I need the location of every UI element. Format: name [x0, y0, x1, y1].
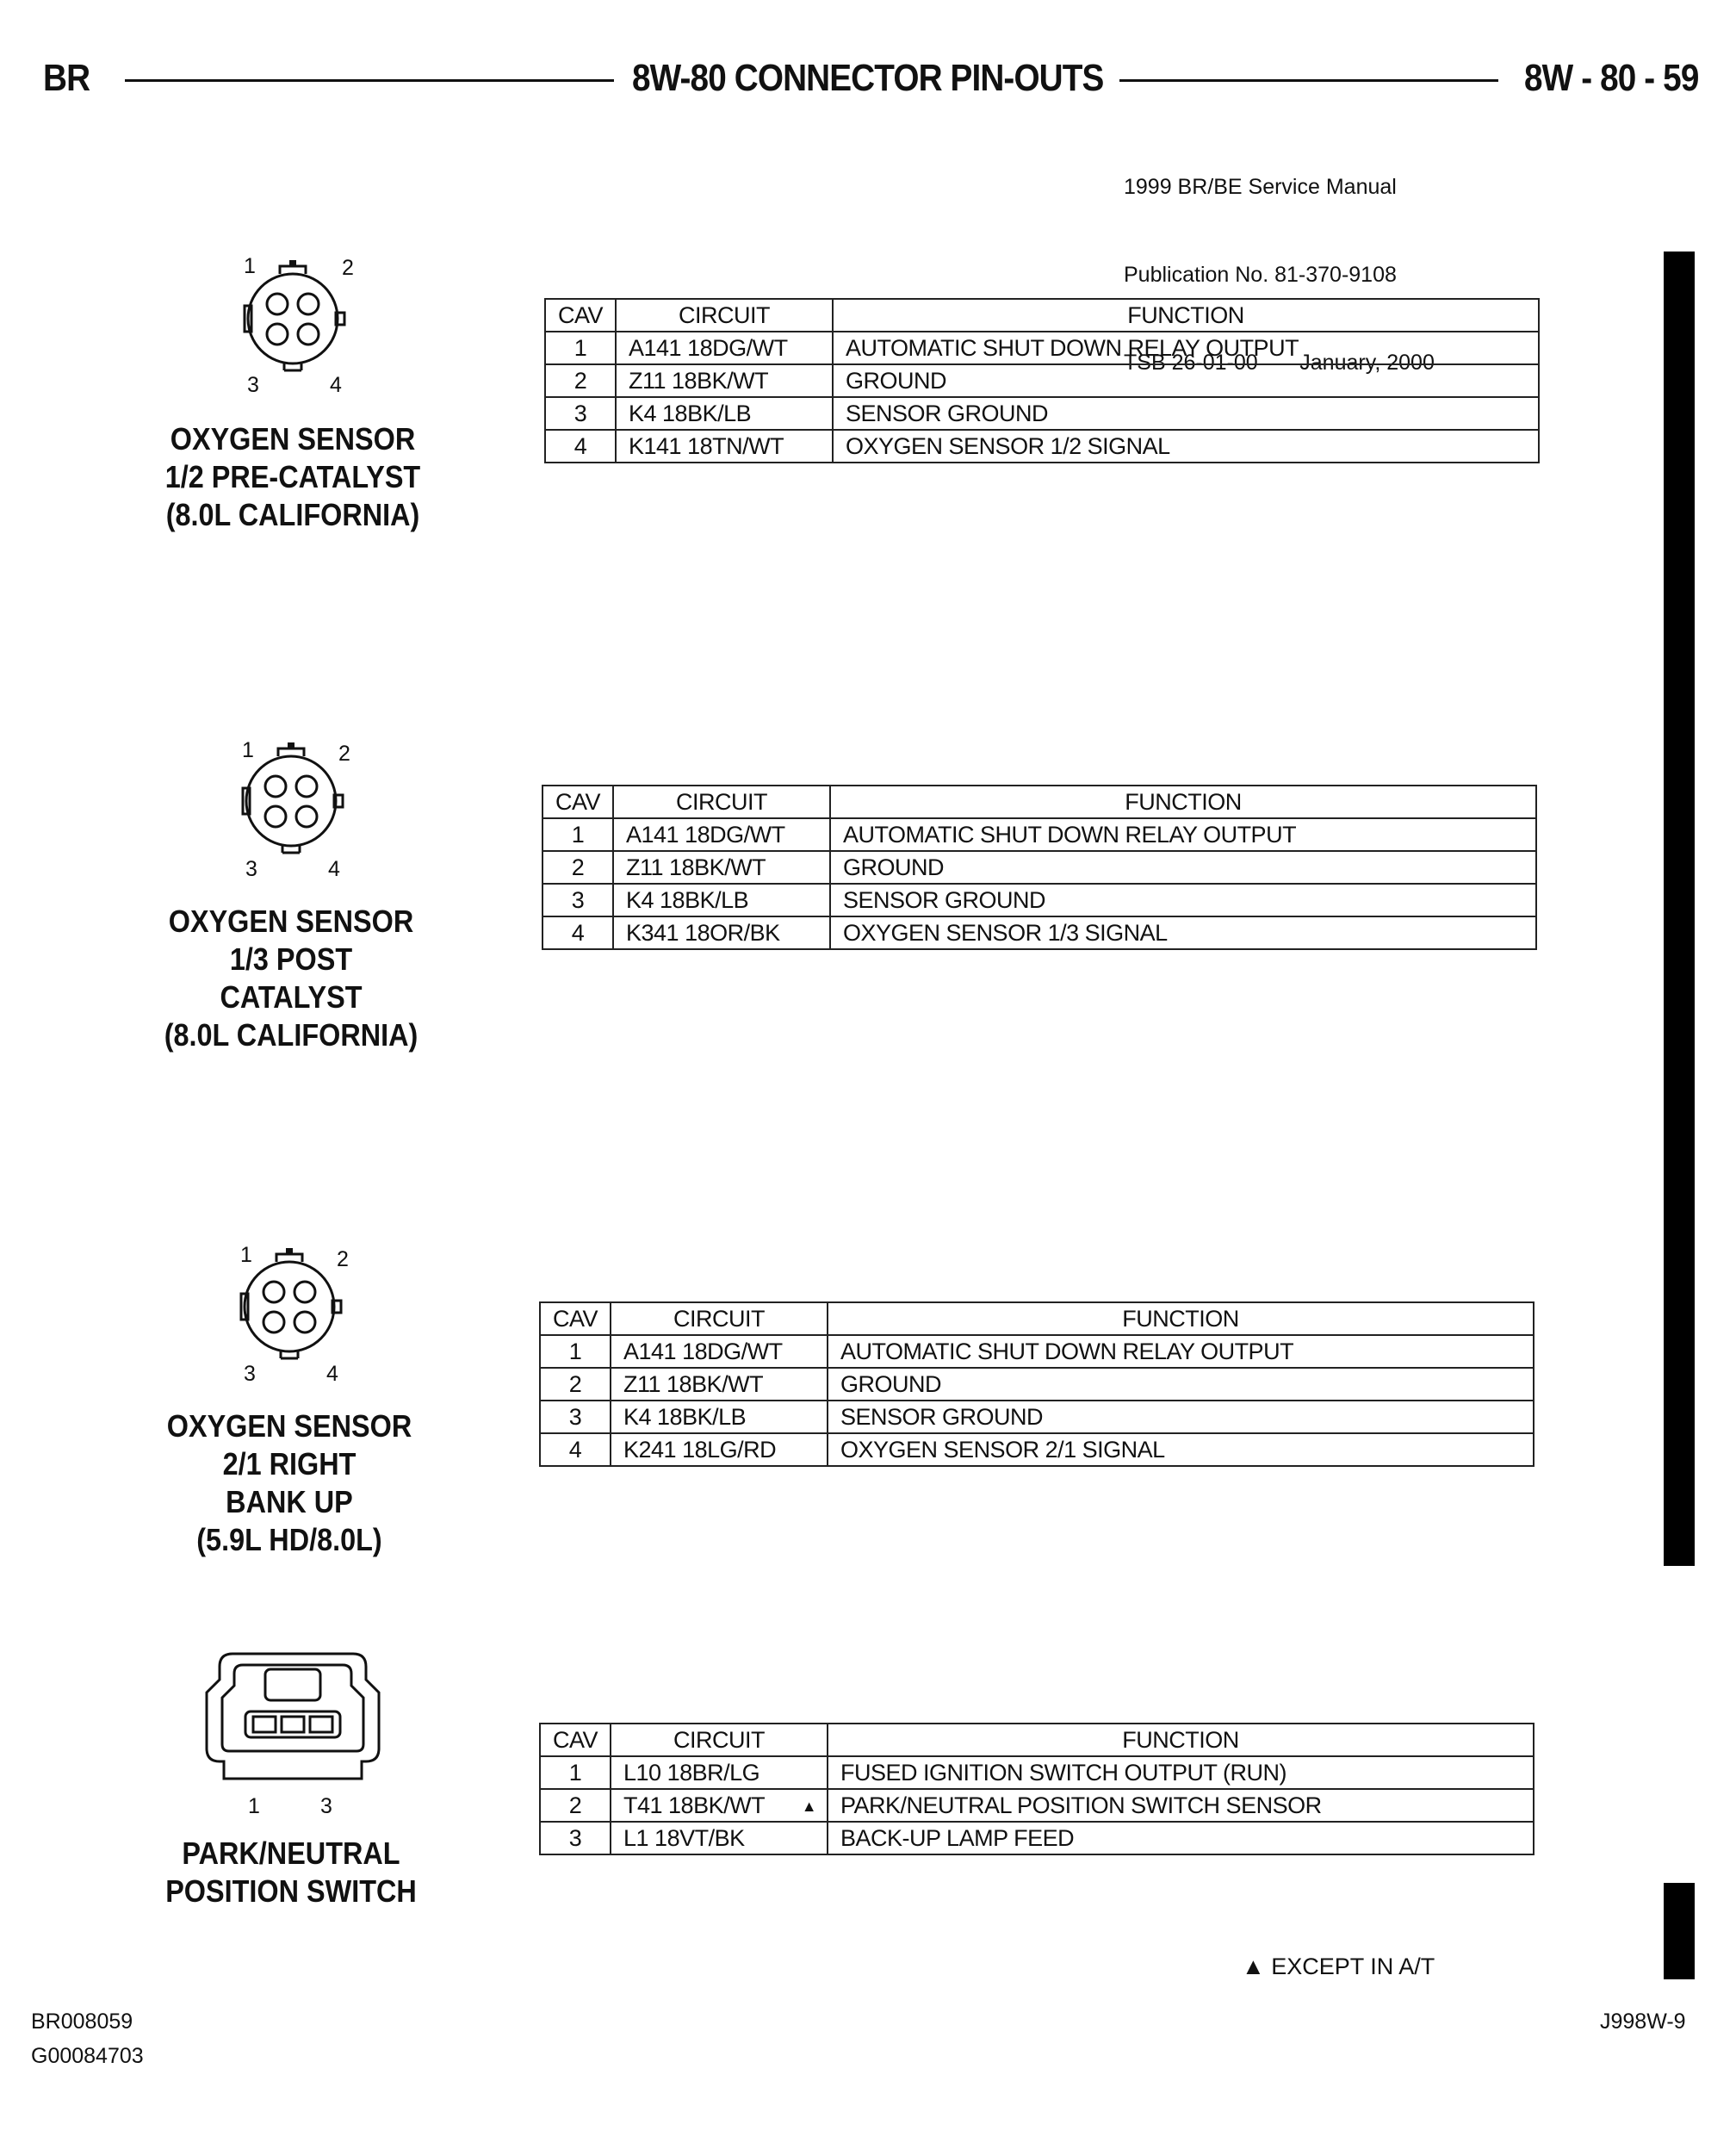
circuit-cell: K4 18BK/LB	[616, 397, 833, 430]
table-row	[542, 916, 1536, 949]
connector-title-line: 1/3 POST	[229, 941, 353, 977]
cav-cell: 1	[540, 1756, 611, 1789]
margin-bar-upper	[1664, 252, 1695, 1566]
connector-title-line: BANK UP	[226, 1484, 353, 1519]
pin-label-2: 2	[337, 1247, 349, 1271]
table-row	[540, 1756, 1534, 1789]
table-row	[540, 1822, 1534, 1854]
rectangular-3-pin-connector-icon	[198, 1641, 388, 1796]
pinout-table	[539, 1301, 1534, 1467]
column-header-cav: CAV	[540, 1724, 611, 1756]
margin-bar-lower	[1664, 1883, 1695, 1979]
table-row	[540, 1335, 1534, 1368]
column-header-cav: CAV	[545, 299, 616, 332]
function-cell: BACK-UP LAMP FEED	[828, 1822, 1534, 1854]
connector-title-line: 1/2 PRE-CATALYST	[164, 459, 421, 494]
header-rule-right	[1119, 79, 1498, 82]
cav-cell: 2	[540, 1368, 611, 1401]
connector-title	[136, 1835, 446, 1910]
column-header-function: FUNCTION	[830, 786, 1536, 818]
pin-label-1: 1	[248, 1794, 260, 1818]
circuit-cell: Z11 18BK/WT	[611, 1368, 828, 1401]
table-header-row	[545, 299, 1539, 332]
cav-cell: 3	[540, 1822, 611, 1854]
circuit-cell: K241 18LG/RD	[611, 1433, 828, 1466]
pin-label-2: 2	[342, 256, 354, 280]
pin-label-4: 4	[328, 857, 340, 881]
column-header-circuit: CIRCUIT	[611, 1724, 828, 1756]
pin-label-4: 4	[330, 373, 342, 397]
circuit-cell: Z11 18BK/WT	[613, 851, 830, 884]
page-number: 8W - 80 - 59	[1524, 57, 1699, 99]
cav-cell: 2	[542, 851, 613, 884]
table-row	[542, 851, 1536, 884]
cav-cell: 2	[540, 1789, 611, 1822]
cav-cell: 4	[540, 1433, 611, 1466]
header-section-code: BR	[43, 57, 90, 99]
cav-cell: 1	[542, 818, 613, 851]
cav-cell: 4	[542, 916, 613, 949]
cav-cell: 3	[540, 1401, 611, 1433]
table-row	[542, 884, 1536, 916]
footer-code-right: J998W-9	[1600, 2009, 1686, 2034]
triangle-marker-icon: ▲	[801, 1798, 817, 1815]
circuit-cell: K4 18BK/LB	[613, 884, 830, 916]
function-cell: OXYGEN SENSOR 1/3 SIGNAL	[830, 916, 1536, 949]
table-row	[545, 430, 1539, 463]
connector-title-line: 2/1 RIGHT	[222, 1446, 356, 1481]
column-header-function: FUNCTION	[828, 1724, 1534, 1756]
circuit-cell: K141 18TN/WT	[616, 430, 833, 463]
connector-title-line: POSITION SWITCH	[165, 1873, 417, 1909]
function-cell: GROUND	[828, 1368, 1534, 1401]
function-cell: SENSOR GROUND	[833, 397, 1539, 430]
pin-label-1: 1	[240, 1243, 252, 1267]
column-header-circuit: CIRCUIT	[616, 299, 833, 332]
column-header-function: FUNCTION	[833, 299, 1539, 332]
pin-label-3: 3	[247, 373, 259, 397]
table-row	[545, 332, 1539, 364]
pinout-table	[544, 298, 1540, 463]
connector-title-line: CATALYST	[220, 979, 363, 1015]
pin-label-3: 3	[320, 1794, 332, 1818]
connector-title-line: PARK/NEUTRAL	[182, 1836, 400, 1871]
pin-label-1: 1	[242, 738, 254, 762]
pinout-table	[542, 785, 1537, 950]
connector-title-line: OXYGEN SENSOR	[170, 421, 416, 457]
function-cell: OXYGEN SENSOR 2/1 SIGNAL	[828, 1433, 1534, 1466]
circuit-cell: L1 18VT/BK	[611, 1822, 828, 1854]
circuit-cell: Z11 18BK/WT	[616, 364, 833, 397]
cav-cell: 2	[545, 364, 616, 397]
connector-title-line: (8.0L CALIFORNIA)	[164, 1017, 418, 1053]
table-row	[540, 1401, 1534, 1433]
circuit-cell: A141 18DG/WT	[611, 1335, 828, 1368]
footnote: ▲ EXCEPT IN A/T	[1242, 1954, 1435, 1979]
footer-code-left-1: BR008059	[31, 2009, 133, 2034]
function-cell: AUTOMATIC SHUT DOWN RELAY OUTPUT	[828, 1335, 1534, 1368]
circuit-text: T41 18BK/WT	[623, 1792, 766, 1818]
header-rule-left	[125, 79, 614, 82]
table-header-row	[540, 1724, 1534, 1756]
connector-title-line: OXYGEN SENSOR	[168, 904, 414, 939]
pinout-table	[539, 1723, 1534, 1855]
function-cell: OXYGEN SENSOR 1/2 SIGNAL	[833, 430, 1539, 463]
connector-title-line: (8.0L CALIFORNIA)	[165, 497, 420, 532]
circuit-cell: A141 18DG/WT	[613, 818, 830, 851]
column-header-circuit: CIRCUIT	[613, 786, 830, 818]
cav-cell: 3	[542, 884, 613, 916]
table-row	[542, 818, 1536, 851]
publication-line-2: Publication No. 81-370-9108	[1124, 263, 1397, 287]
footer-code-left-2: G00084703	[31, 2044, 144, 2068]
circuit-cell: A141 18DG/WT	[616, 332, 833, 364]
connector-title	[138, 420, 448, 534]
column-header-cav: CAV	[542, 786, 613, 818]
connector-title	[136, 903, 446, 1054]
table-row	[540, 1789, 1534, 1822]
function-cell: SENSOR GROUND	[828, 1401, 1534, 1433]
pin-label-3: 3	[245, 857, 257, 881]
cav-cell: 4	[545, 430, 616, 463]
function-cell: GROUND	[830, 851, 1536, 884]
function-cell: FUSED IGNITION SWITCH OUTPUT (RUN)	[828, 1756, 1534, 1789]
table-row	[545, 397, 1539, 430]
cav-cell: 3	[545, 397, 616, 430]
table-row	[540, 1368, 1534, 1401]
table-row	[545, 364, 1539, 397]
pin-label-3: 3	[244, 1362, 256, 1386]
publication-line-3: TSB 26-01-00 January, 2000	[1124, 351, 1435, 375]
function-cell: GROUND	[833, 364, 1539, 397]
pin-label-2: 2	[338, 742, 350, 766]
connector-title-line: (5.9L HD/8.0L)	[196, 1522, 382, 1557]
connector-title-line: OXYGEN SENSOR	[166, 1408, 412, 1444]
cav-cell: 1	[545, 332, 616, 364]
table-header-row	[542, 786, 1536, 818]
connector-title	[134, 1407, 444, 1559]
column-header-circuit: CIRCUIT	[611, 1302, 828, 1335]
circuit-cell: K341 18OR/BK	[613, 916, 830, 949]
function-cell: AUTOMATIC SHUT DOWN RELAY OUTPUT	[833, 332, 1539, 364]
pin-label-4: 4	[326, 1362, 338, 1386]
circuit-cell	[611, 1789, 828, 1822]
function-cell: AUTOMATIC SHUT DOWN RELAY OUTPUT	[830, 818, 1536, 851]
page-title: 8W-80 CONNECTOR PIN-OUTS	[632, 57, 1104, 99]
table-row	[540, 1433, 1534, 1466]
function-cell: SENSOR GROUND	[830, 884, 1536, 916]
cav-cell: 1	[540, 1335, 611, 1368]
column-header-cav: CAV	[540, 1302, 611, 1335]
circuit-cell: L10 18BR/LG	[611, 1756, 828, 1789]
table-header-row	[540, 1302, 1534, 1335]
publication-line-1: 1999 BR/BE Service Manual	[1124, 175, 1397, 199]
column-header-function: FUNCTION	[828, 1302, 1534, 1335]
function-cell: PARK/NEUTRAL POSITION SWITCH SENSOR	[828, 1789, 1534, 1822]
pin-label-1: 1	[244, 254, 256, 278]
circuit-cell: K4 18BK/LB	[611, 1401, 828, 1433]
